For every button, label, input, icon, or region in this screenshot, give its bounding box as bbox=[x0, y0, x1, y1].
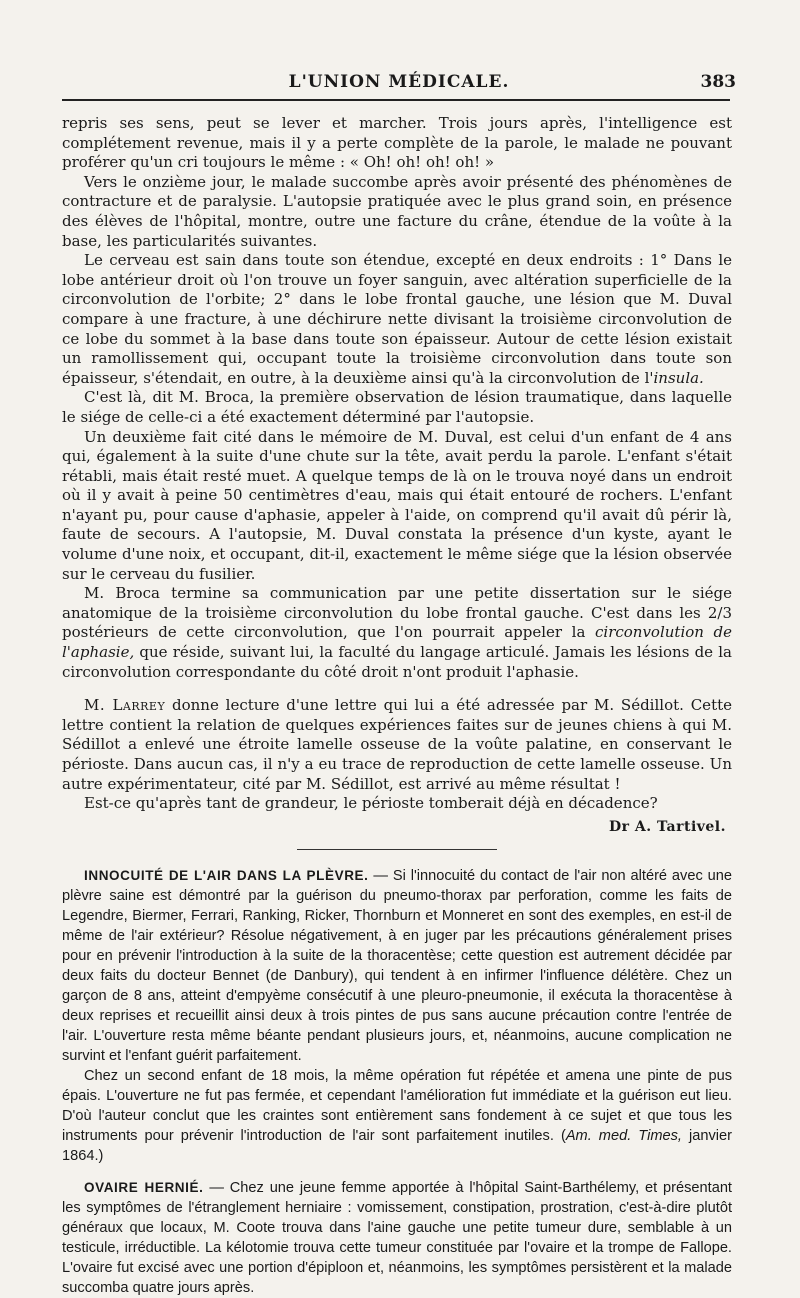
section-separator bbox=[297, 849, 497, 850]
article-block bbox=[62, 866, 732, 1298]
header-rule bbox=[62, 99, 730, 101]
page-number: 383 bbox=[700, 72, 736, 92]
paragraph-text: M. Broca termine sa communication par une petite dissertation sur le siége anatomique de la troisième circonvolution du lobe frontal gauche. C'est dans les 2/3 postérieurs de cette circonvolution, que l'on pourrait appeler la bbox=[62, 584, 732, 642]
italic-citation: Am. med. Times, bbox=[565, 1128, 682, 1145]
page-body bbox=[62, 114, 732, 1298]
paragraph-text: donne lecture d'une lettre qui lui a été adressée par M. Sédillot. Cette lettre contient la relation de quelques expériences faites sur de jeunes chiens à qui M. Sédillot a enlevé une étroite lamelle osseuse de la voûte palatine, en conservant le périoste. Dans aucun cas, il n'y a eu trace de reproduction de cette lamelle osseuse. Un autre expérimentateur, cité par M. Sédillot, est arrivé au même résultat ! bbox=[62, 696, 732, 793]
author-signature: Dr A. Tartivel. bbox=[608, 818, 726, 835]
paragraph-text: Chez un second enfant de 18 mois, la même opération fut répétée et amena une pinte de pus épais. L'ouverture ne fut pas fermée, et cependant l'amélioration fut immédiate et la guérison eut lieu. D'où l'auteur conclut que les craintes sont entièrement sans fondement à ce sujet et que tous les instruments pour prévenir l'introduction de l'air sont parfaitement inutiles. ( bbox=[62, 1068, 732, 1145]
paragraph-text: janvier 1864.) bbox=[62, 1128, 733, 1165]
paragraph-text: que réside, suivant lui, la faculté du langage articulé. Jamais les lésions de la circonvolution correspondante du côté droit n'ont produit l'aphasie. bbox=[62, 643, 732, 681]
spacer bbox=[62, 1166, 732, 1178]
paragraph: Un deuxième fait cité dans le mémoire de M. Duval, est celui d'un enfant de 4 ans qui, également à la suite d'une chute sur la tête, avait perdu la parole. L'enfant s'était rétabli, mais était resté muet. A quelque temps de là on le trouva noyé dans un endroit où il y avait à peine 50 centimètres d'eau, mais qui était entouré de rochers. L'enfant n'ayant pu, pour cause d'aphasie, appeler à l'aide, on comprend qu'il avait dû périr là, faute de secours. A l'autopsie, M. Duval constata la présence d'un kyste, ayant le volume d'une noix, et occupant, dit-il, exactement le même siége que la lésion observée sur le cerveau du fusilier. bbox=[62, 427, 732, 583]
paragraph bbox=[62, 1066, 732, 1166]
journal-title: L'UNION MÉDICALE. bbox=[288, 72, 510, 92]
paragraph bbox=[62, 1178, 732, 1298]
running-header bbox=[62, 72, 736, 98]
paragraph: C'est là, dit M. Broca, la première observation de lésion traumatique, dans laquelle le siége de celle-ci a été exactement déterminé par l'autopsie. bbox=[62, 388, 732, 426]
paragraph-text: Le cerveau est sain dans toute son étendue, excepté en deux endroits : 1° Dans le lobe antérieur droit où l'on trouve un foyer sanguin, avec altération superficielle de la circonvolution de l'orbite; 2° dans le lobe frontal gauche, une lésion que M. Duval compare à une fracture, à une déchirure nette divisant la troisième circonvolution de ce lobe du sommet à la base dans toute son épaisseur. Autour de cette lésion existait un ramollissement qui, occupant toute la troisième circonvolution dans toute son épaisseur, s'étendait, en outre, à la deuxième ainsi qu'à la circonvolution de l' bbox=[62, 251, 732, 387]
paragraph: Est-ce qu'après tant de grandeur, le périoste tomberait déjà en décadence? bbox=[84, 794, 658, 813]
paragraph: Vers le onzième jour, le malade succombe après avoir présenté des phénomènes de contracture et de paralysie. L'autopsie pratiquée avec le plus grand soin, en présence des élèves de l'hôpital, montre, outre une facture du crâne, étendue de la voûte à la base, les particularités suivantes. bbox=[62, 172, 732, 250]
person-name: M. Larrey bbox=[84, 696, 166, 715]
paragraph bbox=[62, 866, 732, 1066]
paragraph: repris ses sens, peut se lever et marcher. Trois jours après, l'intelligence est complétement revenue, mais il y a perte complète de la parole, le malade ne pouvant proférer qu'un cri toujours le même : « Oh! oh! oh! oh! » bbox=[62, 114, 732, 172]
italic-term: insula. bbox=[653, 368, 704, 387]
paragraph bbox=[62, 251, 732, 388]
paragraph bbox=[62, 696, 732, 794]
paragraph bbox=[62, 584, 732, 682]
spacer bbox=[62, 682, 732, 696]
italic-term: circonvolution de l'aphasie, bbox=[62, 623, 732, 662]
paragraph-text: — Si l'innocuité du contact de l'air non altéré avec une plèvre saine est démontré par la guérison du pneumo-thorax par perforation, comme les faits de Legendre, Biermer, Ferrari, Ranking, Ricker, Thornburn et Monneret en sont des exemples, en est-il de même de l'air extérieur? Résolue négativement, à en juger par les précautions généralement prises pour en prévenir l'introduction à la suite de la thoracentèse; cette question est autrement décidée par deux faits du docteur Bennet (de Danbury), qui tendent à en infirmer l'influence délétère. Chez un garçon de 8 ans, atteint d'empyème consécutif à une pleuro-pneumonie, il exécuta la thoracentèse à deux reprises et recueillit ainsi deux à trois pintes de pus sans aucune précaution contre l'entrée de l'air. L'ouverture resta même béante pendant plusieurs jours, et, néanmoins, aucune complication ne survint et l'enfant guérit parfaitement. bbox=[62, 868, 732, 1065]
section-heading: INNOCUITÉ DE L'AIR DANS LA PLÈVRE. bbox=[84, 868, 369, 884]
section-heading: OVAIRE HERNIÉ. bbox=[84, 1180, 204, 1196]
paragraph-text: — Chez une jeune femme apportée à l'hôpital Saint-Barthélemy, et présentant les symptômes de l'étranglement herniaire : vomissement, constipation, prostration, c'est-à-dire plutôt généraux que locaux, M. Coote trouva dans l'aine gauche une petite tumeur dure, semblable à un testicule, irréductible. La kélotomie trouva cette tumeur constituée par l'ovaire et la trompe de Fallope. L'ovaire fut excisé avec une portion d'épiploon et, néanmoins, les symptômes persistèrent et la malade succomba quatre jours après. bbox=[62, 1180, 732, 1297]
